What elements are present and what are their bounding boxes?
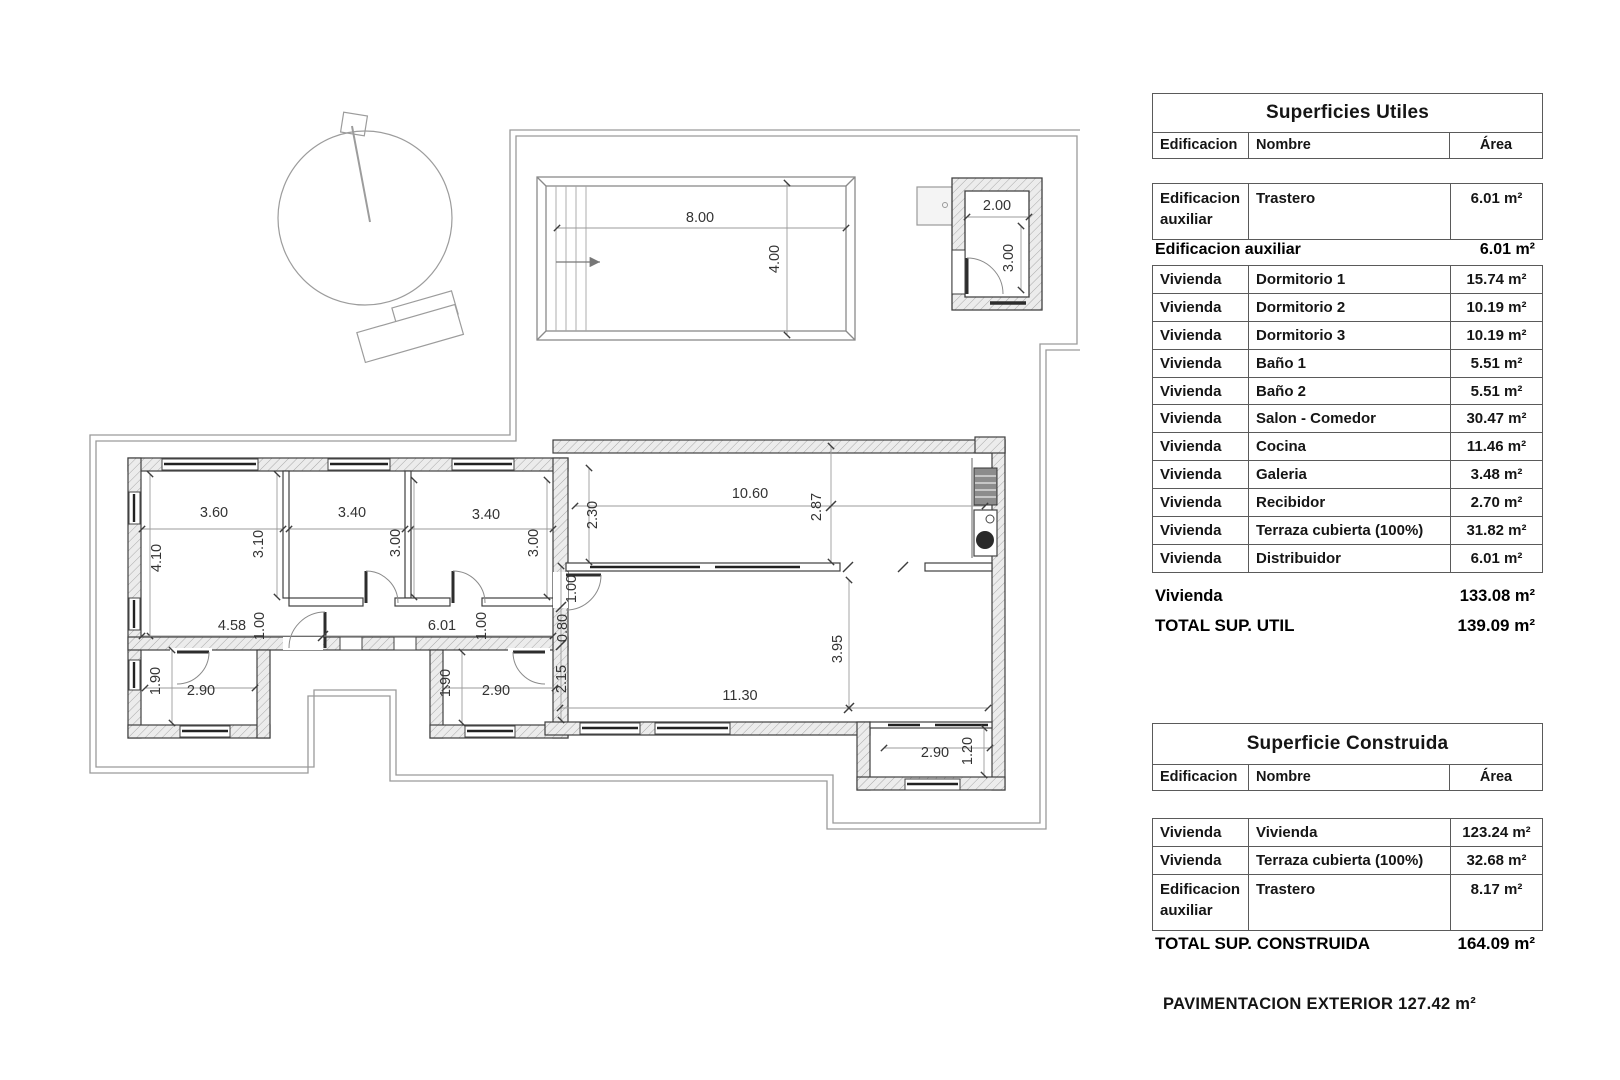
swimming-pool (537, 177, 855, 340)
column-header-edificacion: Edificacion (1153, 133, 1249, 158)
dim-label: 11.30 (722, 688, 758, 704)
dim-label: 3.40 (471, 507, 501, 523)
superficie-construida-header (1152, 723, 1543, 791)
cell-edificacion: Vivienda (1153, 433, 1249, 461)
dim-label: 1.90 (148, 666, 164, 696)
dim-label: 0.80 (555, 613, 571, 643)
dim-label: 8.00 (685, 210, 715, 226)
table-row (1153, 377, 1543, 405)
column-header-nombre: Nombre (1249, 765, 1450, 790)
cell-edificacion: Vivienda (1153, 846, 1249, 874)
table-row (1153, 184, 1543, 240)
cell-nombre: Trastero (1249, 874, 1451, 930)
dim-label: 3.95 (830, 634, 846, 664)
cell-nombre: Terraza cubierta (100%) (1249, 846, 1451, 874)
total-value: 139.09 m² (1457, 616, 1535, 635)
superficies-utiles-table (1152, 265, 1543, 573)
cell-area: 32.68 m² (1451, 846, 1543, 874)
cell-nombre: Recibidor (1249, 489, 1451, 517)
dim-label: 6.01 (427, 618, 457, 634)
dim-label: 4.58 (217, 618, 247, 634)
subtotal-value: 6.01 m² (1479, 241, 1535, 258)
table-row (1153, 293, 1543, 321)
superficies-utiles-title: Superficies Utiles (1153, 94, 1542, 133)
paving-slabs (357, 291, 464, 363)
cell-edificacion: Vivienda (1153, 489, 1249, 517)
table-row (1153, 405, 1543, 433)
pavimentacion-exterior-note: PAVIMENTACION EXTERIOR 127.42 m² (1163, 995, 1477, 1013)
stove (974, 468, 997, 505)
dimension-lines (142, 183, 1029, 775)
cell-nombre: Terraza cubierta (100%) (1249, 517, 1451, 545)
cell-area: 5.51 m² (1451, 349, 1543, 377)
superficie-construida-title: Superficie Construida (1153, 724, 1542, 765)
total-sup-util (1155, 612, 1535, 639)
cell-area: 123.24 m² (1451, 819, 1543, 847)
cell-area: 31.82 m² (1451, 517, 1543, 545)
column-header-area: Área (1479, 769, 1513, 785)
cell-area: 2.70 m² (1451, 489, 1543, 517)
table-row (1153, 489, 1543, 517)
cell-area: 6.01 m² (1451, 184, 1543, 240)
dim-label: 2.90 (481, 683, 511, 699)
table-row (1153, 846, 1543, 874)
cell-area: 5.51 m² (1451, 377, 1543, 405)
cell-edificacion: Vivienda (1153, 349, 1249, 377)
cell-area: 11.46 m² (1451, 433, 1543, 461)
cell-area: 30.47 m² (1451, 405, 1543, 433)
cell-edificacion: Vivienda (1153, 544, 1249, 572)
table-row (1153, 517, 1543, 545)
cell-nombre: Galeria (1249, 461, 1451, 489)
table-row (1153, 544, 1543, 572)
dimension-labels (148, 198, 1017, 765)
superficies-utiles-header (1152, 93, 1543, 159)
trastero-building (917, 178, 1042, 310)
dim-label: 1.00 (474, 611, 490, 641)
table-row (1153, 321, 1543, 349)
dim-label: 3.00 (388, 528, 404, 558)
superficies-utiles-aux-table (1152, 183, 1543, 240)
dim-label: 2.90 (920, 745, 950, 761)
dim-label: 2.30 (585, 500, 601, 530)
table-row (1153, 433, 1543, 461)
table-row (1153, 874, 1543, 930)
cell-edificacion: Vivienda (1153, 377, 1249, 405)
dim-label: 1.00 (564, 574, 580, 604)
subtotal-label: Edificacion auxiliar (1155, 241, 1301, 258)
trastero-door-swing (967, 258, 1003, 294)
column-header-area: Área (1479, 137, 1513, 153)
dim-label: 2.15 (554, 664, 570, 694)
column-header-nombre: Nombre (1249, 133, 1450, 158)
cell-edificacion: Vivienda (1153, 517, 1249, 545)
subtotal-value: 133.08 m² (1459, 587, 1535, 605)
total-label: TOTAL SUP. CONSTRUIDA (1155, 934, 1371, 953)
column-header-edificacion: Edificacion (1153, 765, 1249, 790)
dim-label: 2.87 (809, 492, 825, 522)
superficie-construida-table (1152, 818, 1543, 931)
subtotal-edificacion-auxiliar (1155, 237, 1535, 262)
cell-area: 10.19 m² (1451, 321, 1543, 349)
cell-edificacion: Vivienda (1153, 321, 1249, 349)
cell-nombre: Salon - Comedor (1249, 405, 1451, 433)
cell-edificacion: Vivienda (1153, 266, 1249, 294)
subtotal-label: Vivienda (1155, 587, 1223, 605)
cell-nombre: Cocina (1249, 433, 1451, 461)
cell-nombre: Dormitorio 3 (1249, 321, 1451, 349)
cell-edificacion: Vivienda (1153, 293, 1249, 321)
cell-area: 15.74 m² (1451, 266, 1543, 294)
table-row (1153, 819, 1543, 847)
cell-nombre: Dormitorio 1 (1249, 266, 1451, 294)
subtotal-vivienda (1155, 583, 1535, 609)
cell-edificacion: Vivienda (1153, 405, 1249, 433)
dim-label: 3.60 (199, 505, 229, 521)
dim-label: 3.40 (337, 505, 367, 521)
cell-edificacion: Vivienda (1153, 461, 1249, 489)
cell-area: 3.48 m² (1451, 461, 1543, 489)
cell-nombre: Dormitorio 2 (1249, 293, 1451, 321)
total-value: 164.09 m² (1457, 934, 1535, 953)
dim-label: 4.00 (767, 244, 783, 274)
trastero-door-opening (952, 250, 965, 294)
dim-label: 3.10 (251, 529, 267, 559)
cell-nombre: Distribuidor (1249, 544, 1451, 572)
dim-label: 1.00 (252, 611, 268, 641)
cell-area: 8.17 m² (1451, 874, 1543, 930)
dim-label: 10.60 (731, 486, 769, 502)
table-row (1153, 461, 1543, 489)
dim-label: 3.00 (526, 528, 542, 558)
dim-label: 4.10 (149, 543, 165, 573)
cell-nombre: Baño 1 (1249, 349, 1451, 377)
cell-nombre: Trastero (1249, 184, 1451, 240)
dim-label: 1.20 (960, 736, 976, 766)
cell-edificacion: Edificacion auxiliar (1153, 184, 1249, 240)
dim-label: 3.00 (1001, 243, 1017, 273)
dim-label: 2.00 (982, 198, 1012, 214)
pool-steps (556, 186, 586, 331)
table-row (1153, 266, 1543, 294)
cell-edificacion: Vivienda (1153, 819, 1249, 847)
cell-area: 6.01 m² (1451, 544, 1543, 572)
tree-symbol (278, 112, 452, 305)
cell-nombre: Vivienda (1249, 819, 1451, 847)
total-sup-construida (1155, 930, 1535, 957)
table-row (1153, 349, 1543, 377)
dim-label: 1.90 (438, 668, 454, 698)
cell-area: 10.19 m² (1451, 293, 1543, 321)
total-label: TOTAL SUP. UTIL (1155, 616, 1295, 635)
cell-edificacion: Edificacion auxiliar (1153, 874, 1249, 930)
dim-label: 2.90 (186, 683, 216, 699)
cell-nombre: Baño 2 (1249, 377, 1451, 405)
